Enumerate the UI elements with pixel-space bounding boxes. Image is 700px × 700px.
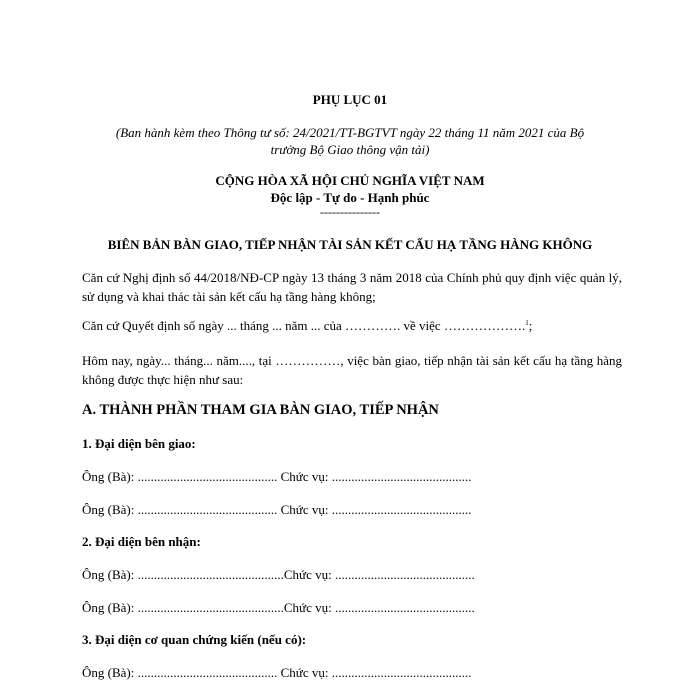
receiving-party-row-2: Ông (Bà): .............................................Chức vụ: ........................................... bbox=[82, 600, 475, 615]
paragraph-legal-basis-decree: Căn cứ Nghị định số 44/2018/NĐ-CP ngày 13 tháng 3 năm 2018 của Chính phủ quy định việc quản lý, sử dụng và khai thác tài sản kết cấu hạ tầng hàng không; bbox=[82, 270, 622, 304]
witness-row-1: Ông (Bà): ........................................... Chức vụ: ........................................... bbox=[82, 665, 472, 680]
decision-end: ; bbox=[528, 318, 533, 333]
receiving-party-row-1: Ông (Bà): .............................................Chức vụ: ........................................... bbox=[82, 567, 475, 582]
subsection-receiving-party-title: 2. Đại diện bên nhận: bbox=[82, 534, 201, 549]
motto-divider: --------------- bbox=[320, 205, 380, 219]
issuance-note-line1: (Ban hành kèm theo Thông tư số: 24/2021/TT-BGTVT ngày 22 tháng 11 năm 2021 của Bộ bbox=[115, 125, 585, 140]
section-a-title: A. THÀNH PHẦN THAM GIA BÀN GIAO, TIẾP NHẬN bbox=[82, 402, 439, 418]
national-motto: Độc lập - Tự do - Hạnh phúc bbox=[270, 190, 430, 205]
country-name: CỘNG HÒA XÃ HỘI CHỦ NGHĨA VIỆT NAM bbox=[215, 173, 485, 188]
handing-party-row-1: Ông (Bà): ........................................... Chức vụ: ........................................... bbox=[82, 469, 472, 484]
paragraph-handover-date-place: Hôm nay, ngày... tháng... năm...., tại ……………, việc bàn giao, tiếp nhận tài sản kết cấu hạ tầng hàng không được thực hiện như sau: bbox=[82, 353, 622, 387]
decision-text: Căn cứ Quyết định số ngày ... tháng ... năm ... của …………. về việc ………………. bbox=[82, 318, 526, 333]
paragraph-legal-basis-decision bbox=[82, 318, 532, 334]
issuance-note-line2: trưởng Bộ Giao thông vận tải) bbox=[270, 142, 430, 157]
footnote-marker[interactable]: 1 bbox=[525, 319, 529, 327]
subsection-witness-title: 3. Đại diện cơ quan chứng kiến (nếu có): bbox=[82, 632, 307, 647]
subsection-handing-party-title: 1. Đại diện bên giao: bbox=[82, 436, 196, 451]
appendix-title: PHỤ LỤC 01 bbox=[312, 92, 388, 107]
document-title: BIÊN BẢN BÀN GIAO, TIẾP NHẬN TÀI SẢN KẾT CẤU HẠ TẦNG HÀNG KHÔNG bbox=[107, 237, 593, 252]
handing-party-row-2: Ông (Bà): ........................................... Chức vụ: ........................................... bbox=[82, 502, 472, 517]
